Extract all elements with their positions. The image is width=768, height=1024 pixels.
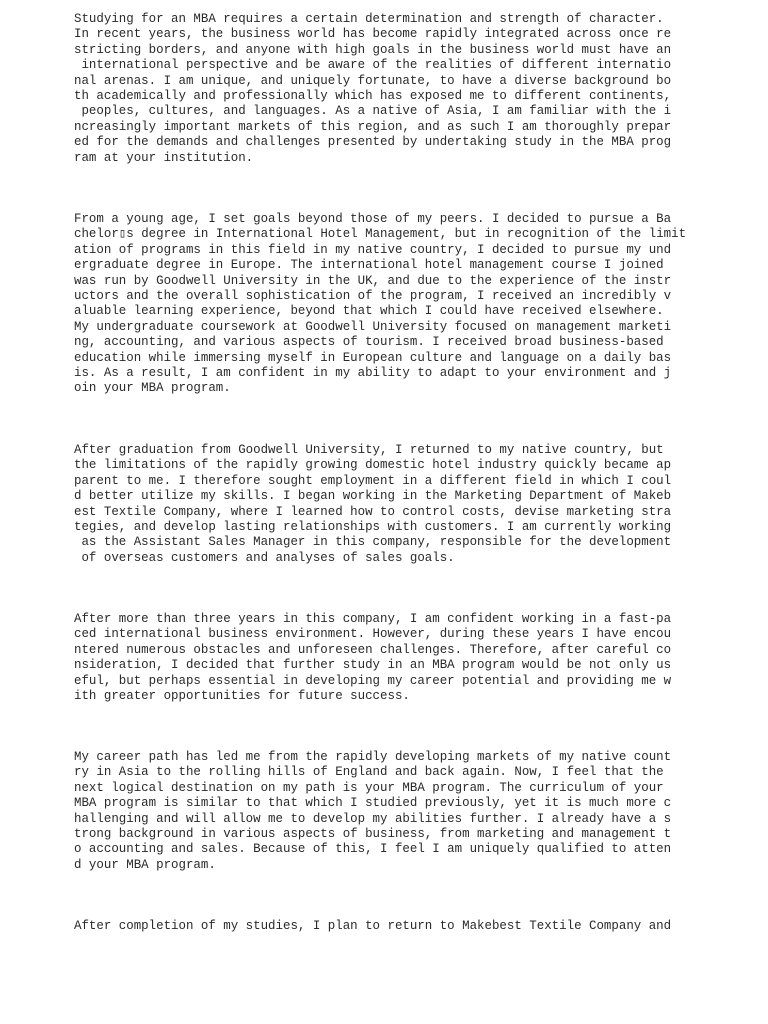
text-line: ntered numerous obstacles and unforeseen challenges. Therefore, after careful co: [74, 642, 672, 657]
text-line: education while immersing myself in European culture and language on a daily bas: [74, 350, 672, 365]
text-line: nsideration, I decided that further study in an MBA program would be not only us: [74, 658, 672, 673]
text-line: hallenging and will allow me to develop my abilities further. I already have a s: [74, 811, 672, 826]
text-line: ed for the demands and challenges presented by undertaking study in the MBA prog: [74, 135, 672, 150]
text-line: trong background in various aspects of business, from marketing and management t: [74, 826, 672, 841]
text-line: ncreasingly important markets of this region, and as such I am thoroughly prepar: [74, 119, 672, 134]
text-line: My career path has led me from the rapidly developing markets of my native count: [74, 750, 672, 764]
text-line: parent to me. I therefore sought employment in a different field in which I coul: [74, 473, 672, 488]
paragraph-plans: [74, 919, 671, 934]
text-line: Studying for an MBA requires a certain determination and strength of character.: [74, 12, 664, 26]
text-line: uctors and the overall sophistication of the program, I received an incredibly v: [74, 288, 672, 303]
text-line: In recent years, the business world has become rapidly integrated across once re: [74, 27, 672, 42]
text-line: ation of programs in this field in my native country, I decided to pursue my und: [74, 242, 672, 257]
text-line: From a young age, I set goals beyond those of my peers. I decided to pursue a Ba: [74, 212, 672, 226]
text-line: ith greater opportunities for future success.: [74, 688, 410, 703]
text-line: After completion of my studies, I plan to return to Makebest Textile Company and: [74, 919, 672, 933]
text-line: MBA program is similar to that which I studied previously, yet it is much more c: [74, 796, 672, 811]
text-line: eful, but perhaps essential in developing my career potential and providing me w: [74, 673, 672, 688]
text-line: ry in Asia to the rolling hills of England and back again. Now, I feel that the: [74, 765, 664, 780]
text-line: as the Assistant Sales Manager in this company, responsible for the development: [74, 535, 672, 550]
paragraph-education: [74, 212, 686, 397]
text-line: th academically and professionally which has exposed me to different continents,: [74, 88, 672, 103]
text-line: d better utilize my skills. I began working in the Marketing Department of Makeb: [74, 489, 672, 504]
text-line: My undergraduate coursework at Goodwell University focused on management marketi: [74, 319, 672, 334]
text-line: international perspective and be aware of the realities of different internatio: [74, 58, 672, 73]
paragraph-career: [74, 443, 671, 566]
paragraph-intro: [74, 12, 671, 166]
text-line: was run by Goodwell University in the UK, and due to the experience of the instr: [74, 273, 672, 288]
text-line: ram at your institution.: [74, 150, 254, 165]
text-line: ng, accounting, and various aspects of tourism. I received broad business-based: [74, 335, 664, 350]
text-line: of overseas customers and analyses of sales goals.: [74, 550, 455, 565]
text-line: ced international business environment. However, during these years I have encou: [74, 627, 672, 642]
text-line: d your MBA program.: [74, 857, 216, 872]
text-line: After more than three years in this company, I am confident working in a fast-pa: [74, 612, 672, 626]
text-line: the limitations of the rapidly growing domestic hotel industry quickly became ap: [74, 458, 672, 473]
text-line: next logical destination on my path is your MBA program. The curriculum of your: [74, 780, 664, 795]
text-line: stricting borders, and anyone with high goals in the business world must have an: [74, 42, 672, 57]
text-line: ergraduate degree in Europe. The international hotel management course I joined: [74, 258, 664, 273]
text-line: nal arenas. I am unique, and uniquely fortunate, to have a diverse background bo: [74, 73, 672, 88]
text-line: o accounting and sales. Because of this, I feel I am uniquely qualified to atten: [74, 842, 672, 857]
paragraph-experience: [74, 612, 671, 704]
paragraph-path: [74, 750, 671, 873]
text-line: oin your MBA program.: [74, 381, 231, 396]
text-line: tegies, and develop lasting relationships with customers. I am currently working: [74, 519, 672, 534]
text-line: aluable learning experience, beyond that which I could have received elsewhere.: [74, 304, 664, 319]
text-line: peoples, cultures, and languages. As a native of Asia, I am familiar with the i: [74, 104, 672, 119]
text-line: After graduation from Goodwell University, I returned to my native country, but: [74, 443, 664, 457]
text-line: is. As a result, I am confident in my ability to adapt to your environment and j: [74, 365, 672, 380]
text-line: est Textile Company, where I learned how to control costs, devise marketing stra: [74, 504, 672, 519]
text-line: chelor▯s degree in International Hotel Management, but in recognition of the limit: [74, 227, 687, 242]
